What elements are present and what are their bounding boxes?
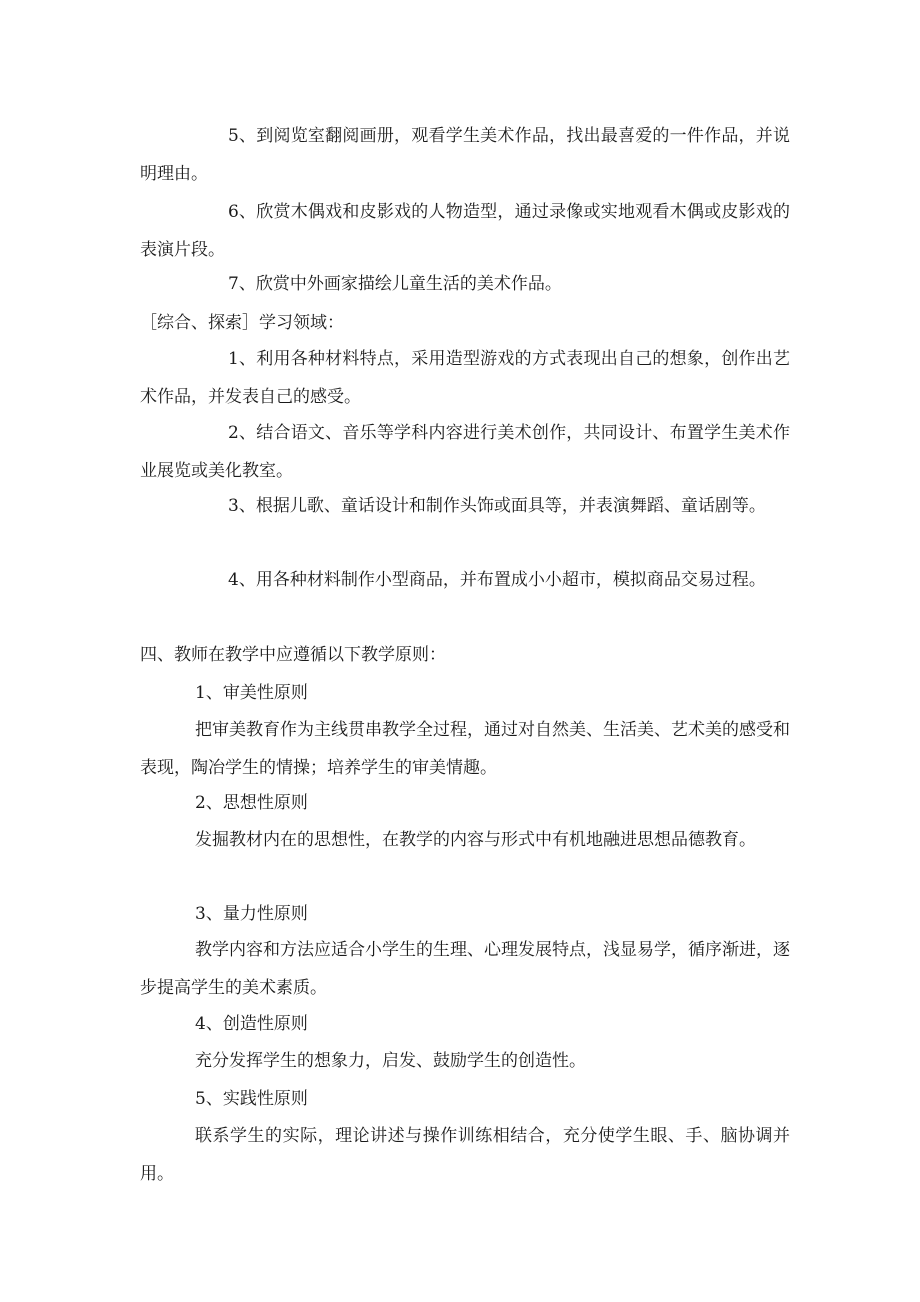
- principle-body-2: 发掘教材内在的思想性，在教学的内容与形式中有机地融进思想品德教育。: [195, 830, 756, 850]
- paragraph-item-7: 7、欣赏中外画家描绘儿童生活的美术作品。: [228, 274, 562, 294]
- section-heading-explore: ［综合、探索］学习领域：: [140, 313, 344, 333]
- principle-body-4: 充分发挥学生的想象力，启发、鼓励学生的创造性。: [195, 1051, 586, 1071]
- principle-title-1: 1、审美性原则: [195, 683, 308, 703]
- principle-title-4: 4、创造性原则: [195, 1014, 308, 1034]
- paragraph-explore-2: 2、结合语文、音乐等学科内容进行美术创作，共同设计、布置学生美术作业展览或美化教室。: [140, 423, 790, 481]
- principle-title-3: 3、量力性原则: [195, 904, 308, 924]
- principle-body-1: 把审美教育作为主线贯串教学全过程，通过对自然美、生活美、艺术美的感受和表现，陶冶学生的情操；培养学生的审美情趣。: [140, 720, 790, 778]
- principle-title-5: 5、实践性原则: [195, 1089, 308, 1109]
- paragraph-item-5: 5、到阅览室翻阅画册，观看学生美术作品，找出最喜爱的一件作品，并说明理由。: [140, 126, 790, 184]
- paragraph-explore-1: 1、利用各种材料特点，采用造型游戏的方式表现出自己的想象，创作出艺术作品，并发表自己的感受。: [140, 349, 790, 407]
- paragraph-item-6: 6、欣赏木偶戏和皮影戏的人物造型，通过录像或实地观看木偶或皮影戏的表演片段。: [140, 202, 790, 260]
- paragraph-explore-3: 3、根据儿歌、童话设计和制作头饰或面具等，并表演舞蹈、童话剧等。: [228, 496, 766, 516]
- principle-title-2: 2、思想性原则: [195, 793, 308, 813]
- principle-body-3: 教学内容和方法应适合小学生的生理、心理发展特点，浅显易学，循序渐进，逐步提高学生的美术素质。: [140, 940, 790, 998]
- paragraph-explore-4: 4、用各种材料制作小型商品，并布置成小小超市，模拟商品交易过程。: [228, 570, 766, 590]
- section-heading-principles: 四、教师在教学中应遵循以下教学原则：: [140, 645, 446, 665]
- principle-body-5: 联系学生的实际，理论讲述与操作训练相结合，充分使学生眼、手、脑协调并用。: [140, 1126, 790, 1184]
